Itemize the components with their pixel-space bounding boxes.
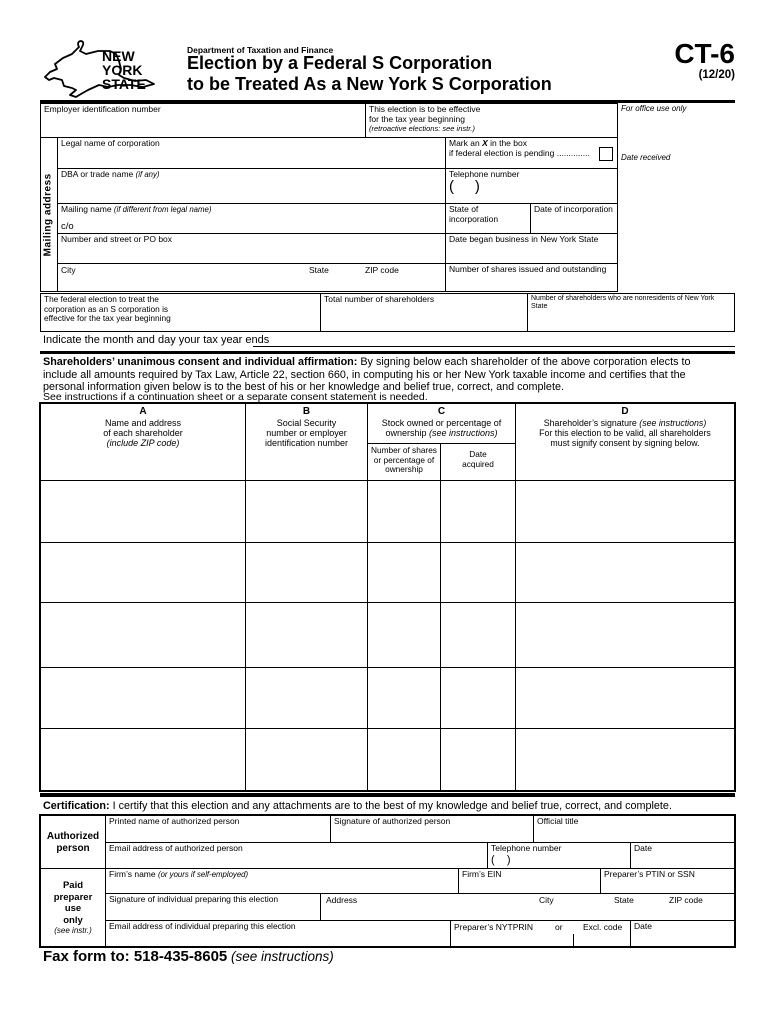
ein-cell[interactable] [40, 103, 366, 138]
shareholder-row-4-cell-3[interactable] [367, 667, 441, 729]
shareholder-row-4-cell-1[interactable] [40, 667, 246, 729]
shareholder-row-2-cell-2[interactable] [245, 542, 368, 603]
ptin-cell[interactable] [600, 868, 735, 894]
federal-election-line1: The federal election to treat the [44, 294, 159, 304]
city-state-zip-cell[interactable] [57, 263, 446, 292]
state-of-incorporation-cell[interactable] [445, 203, 531, 234]
col-d-line1-note: (see instructions) [639, 417, 707, 428]
firm-name-cell[interactable] [105, 868, 459, 894]
form-title-line1: Election by a Federal S Corporation [187, 53, 493, 73]
shareholder-row-2-cell-3[interactable] [367, 542, 441, 603]
city-label: City [61, 265, 76, 275]
shareholder-row-3-cell-2[interactable] [245, 602, 368, 668]
consent-rule [40, 351, 735, 354]
date-received-label: Date received [621, 153, 671, 162]
col-b-line2: number or employer [266, 428, 347, 439]
preparer-label-3: use [64, 903, 82, 915]
fax-note: (see instructions) [227, 949, 334, 964]
col-c-line2: ownership [385, 428, 429, 439]
shareholder-row-3-cell-3[interactable] [367, 602, 441, 668]
col-d-line1: Shareholder’s signature [543, 417, 640, 428]
mark-x-letter: X [482, 138, 488, 148]
care-of-label: c/o [61, 221, 74, 232]
legal-name-label: Legal name of corporation [61, 138, 160, 148]
col-a-line3: (include ZIP code) [106, 438, 180, 449]
authorized-email-label: Email address of authorized person [109, 843, 243, 853]
telephone-cell[interactable] [445, 168, 618, 204]
nytprin-label: Preparer’s NYTPRIN [454, 922, 534, 932]
ein-label: Employer identification number [44, 104, 161, 114]
col-c1-line3: ownership [385, 464, 423, 475]
tax-year-ends-line[interactable] [253, 334, 735, 347]
federal-election-line2: corporation as an S corporation is [44, 303, 169, 314]
col-c-header [367, 403, 516, 444]
office-use-cell [617, 103, 735, 153]
col-a-header [40, 403, 246, 481]
official-title-cell[interactable] [533, 815, 735, 843]
firm-name-note: (or yours if self-employed) [157, 870, 249, 879]
individual-email-label: Email address of individual preparing this election [109, 921, 296, 931]
col-b-line1: Social Security [276, 417, 337, 428]
firm-name-label: Firm’s name [109, 869, 158, 879]
dba-label: DBA or trade name [61, 169, 136, 179]
cert-telephone-cell[interactable] [487, 842, 631, 869]
cert-telephone-parens: ( ) [491, 853, 511, 866]
certification-text: I certify that this election and any attachments are to the best of my knowledge and belief true, correct, and complete. [109, 800, 672, 812]
federal-pending-cell [445, 137, 618, 169]
total-shareholders-cell[interactable] [320, 293, 528, 332]
firm-ein-label: Firm’s EIN [462, 869, 502, 879]
preparer-state-label: State [614, 895, 634, 905]
form-number: CT-6 [674, 38, 735, 69]
cert-date-cell[interactable] [630, 842, 735, 869]
mark-x-label-2: if federal election is pending [449, 147, 555, 158]
nonresident-shareholders-cell[interactable] [527, 293, 735, 332]
shareholder-row-5-cell-1[interactable] [40, 728, 246, 791]
authorized-email-cell[interactable] [105, 842, 488, 869]
mailing-name-label: Mailing name [61, 204, 114, 214]
shareholder-row-4-cell-2[interactable] [245, 667, 368, 729]
logo-text-state: STATE [102, 76, 146, 92]
preparer-date-label: Date [634, 921, 652, 931]
zip-label: ZIP code [365, 265, 399, 275]
preparer-label-4: only [63, 914, 83, 926]
fax-label: Fax form to: 518-435-8605 [43, 948, 228, 965]
preparer-address-label: Address [326, 895, 358, 905]
col-c-line2-note: (see instructions) [429, 428, 498, 439]
consent-line1: By signing below each shareholder of the above corporation elects to [357, 356, 691, 368]
consent-paragraph [43, 356, 738, 394]
col-c2-line2: acquired [462, 458, 494, 469]
printed-name-label: Printed name of authorized person [109, 816, 240, 826]
col-b-letter: B [302, 406, 311, 417]
individual-signature-cell[interactable] [105, 893, 321, 921]
shareholder-row-1-cell-5[interactable] [515, 480, 735, 543]
mailing-address-label: Mailing address [43, 172, 55, 257]
shareholder-row-3-cell-4[interactable] [440, 602, 516, 668]
authorized-signature-label: Signature of authorized person [334, 816, 451, 826]
certification-line [43, 800, 672, 812]
fax-line [43, 948, 334, 966]
preparer-label-5: (see instr.) [54, 925, 92, 935]
shareholder-row-2-cell-1[interactable] [40, 542, 246, 603]
date-of-incorporation-cell[interactable] [530, 203, 618, 234]
federal-election-pending-checkbox[interactable] [599, 147, 613, 161]
col-b-header [245, 403, 368, 481]
authorized-signature-cell[interactable] [330, 815, 534, 843]
shareholder-row-4-cell-4[interactable] [440, 667, 516, 729]
nonresident-shareholders-label: Number of shareholders who are nonresidents of New York State [531, 295, 715, 311]
ptin-label: Preparer’s PTIN or SSN [604, 869, 695, 879]
shareholder-row-1-cell-3[interactable] [367, 480, 441, 543]
legal-name-cell[interactable] [57, 137, 446, 169]
logo-text-york: YORK [102, 62, 143, 78]
shareholder-row-5-cell-5[interactable] [515, 728, 735, 791]
col-c2-header [440, 443, 516, 481]
col-c1-line2: or percentage of [373, 454, 435, 465]
tax-year-ends-label: Indicate the month and day your tax year ends [43, 334, 270, 346]
cert-date-label: Date [634, 843, 652, 853]
certification-rule [40, 793, 735, 797]
consent-line2: include all amounts required by Tax Law, Article 22, section 660, in computing his or her New York taxable income and certifies that the [43, 368, 686, 381]
shareholder-row-2-cell-4[interactable] [440, 542, 516, 603]
paid-preparer-label-cell [40, 868, 106, 947]
col-d-line3: must signify consent by signing below. [550, 438, 700, 448]
preparer-address-cell[interactable] [320, 893, 735, 921]
nys-logo [42, 38, 182, 102]
preparer-label-2: preparer [53, 891, 93, 903]
street-label: Number and street or PO box [61, 234, 173, 244]
shareholder-row-5-cell-4[interactable] [440, 728, 516, 791]
ny-state-outline-icon [42, 38, 182, 102]
mark-x-dots: .............. [556, 147, 590, 158]
col-c2-line1: Date [469, 449, 487, 459]
shareholder-row-5-cell-2[interactable] [245, 728, 368, 791]
individual-signature-label: Signature of individual preparing this election [109, 894, 279, 904]
col-d-letter: D [621, 406, 629, 417]
state-of-incorporation-label: State of incorporation [449, 204, 499, 224]
col-d-line2: For this election to be valid, all shareholders [539, 427, 711, 438]
excl-code-divider [573, 934, 574, 947]
certification-lead: Certification: [43, 800, 110, 812]
department-line: Department of Taxation and Finance [187, 45, 334, 55]
col-c-letter: C [437, 406, 446, 417]
street-cell[interactable] [57, 233, 446, 264]
col-d-header [515, 403, 735, 481]
shareholder-row-1-cell-2[interactable] [245, 480, 368, 543]
date-of-incorporation-label: Date of incorporation [534, 204, 613, 214]
preparer-label-1: Paid [62, 880, 84, 892]
date-began-business-label: Date began business in New York State [449, 234, 599, 244]
authorized-person-label-cell [40, 815, 106, 869]
col-a-line1: Name and address [104, 417, 182, 428]
shareholder-row-3-cell-5[interactable] [515, 602, 735, 668]
telephone-label: Telephone number [449, 169, 520, 179]
printed-name-cell[interactable] [105, 815, 331, 843]
individual-email-cell[interactable] [105, 920, 451, 947]
effective-label-1: This election is to be effective [369, 104, 481, 114]
shareholder-row-1-cell-4[interactable] [440, 480, 516, 543]
effective-date-cell[interactable] [365, 103, 618, 138]
continuation-note: See instructions if a continuation sheet or a separate consent statement is needed. [43, 391, 428, 403]
telephone-parens: ( ) [449, 177, 480, 195]
effective-label-3: (retroactive elections: see instr.) [369, 123, 476, 133]
mailing-address-strip [40, 137, 58, 292]
logo-text-new: NEW [102, 48, 135, 64]
col-c-line1: Stock owned or percentage of [381, 417, 502, 428]
preparer-date-cell[interactable] [630, 920, 735, 947]
mailing-name-note: (if different from legal name) [113, 205, 212, 214]
authorized-label-2: person [56, 842, 90, 854]
consent-line3: personal information given below is to the best of his or her knowledge and belief true, correct, and complete. [43, 381, 564, 394]
official-title-label: Official title [537, 816, 579, 826]
federal-election-line3: effective for the tax year beginning [44, 313, 171, 324]
consent-lead: Shareholders’ unanimous consent and individual affirmation: [43, 356, 358, 368]
cert-telephone-label: Telephone number [491, 843, 562, 853]
col-c1-line1: Number of shares [371, 445, 437, 455]
date-began-business-cell[interactable] [445, 233, 618, 264]
office-use-label: For office use only [621, 104, 687, 113]
shareholder-row-4-cell-5[interactable] [515, 667, 735, 729]
effective-label-2: for the tax year beginning [369, 113, 465, 124]
federal-election-effective-cell[interactable] [40, 293, 321, 332]
form-revision: (12/20) [698, 69, 735, 81]
nytprin-cell[interactable] [450, 920, 631, 947]
date-received-cell[interactable] [617, 152, 735, 291]
col-a-letter: A [139, 406, 147, 417]
col-a-line2: of each shareholder [103, 428, 183, 439]
col-c1-header [367, 443, 441, 481]
firm-ein-cell[interactable] [458, 868, 601, 894]
shareholder-row-2-cell-5[interactable] [515, 542, 735, 603]
form-title-line2: to be Treated As a New York S Corporation [187, 74, 552, 94]
shareholder-row-1-cell-1[interactable] [40, 480, 246, 543]
excl-code-label: Excl. code [583, 922, 623, 932]
authorized-label-1: Authorized [46, 830, 100, 842]
dba-cell[interactable] [57, 168, 446, 204]
shares-outstanding-cell[interactable] [445, 263, 618, 292]
col-b-line3: identification number [264, 438, 349, 449]
preparer-city-label: City [539, 895, 554, 905]
nytprin-or-label: or [555, 922, 563, 932]
shareholder-row-3-cell-1[interactable] [40, 602, 246, 668]
total-shareholders-label: Total number of shareholders [324, 294, 435, 304]
mailing-name-cell[interactable] [57, 203, 446, 234]
mark-x-label-1b: in the box [487, 138, 527, 148]
dba-note: (if any) [135, 170, 160, 179]
mark-x-label-1: Mark an [449, 138, 483, 148]
shares-outstanding-label: Number of shares issued and outstanding [449, 264, 607, 274]
preparer-zip-label: ZIP code [669, 895, 703, 905]
shareholder-row-5-cell-3[interactable] [367, 728, 441, 791]
state-label: State [309, 265, 329, 275]
